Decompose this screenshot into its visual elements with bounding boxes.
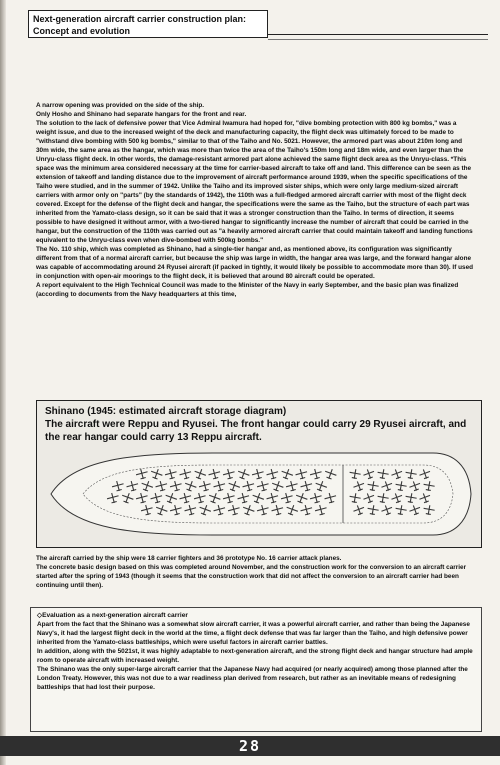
paragraph: The concrete basic design based on this was completed around November, and the construction work for the conversion to an aircraft carrier started after the spring of 1943 (though it seems that the construction work that did not affect the conversion to an aircraft carrier had been continuing until then). [36, 564, 467, 589]
body-text-middle [36, 554, 476, 602]
page-number: 28 [238, 737, 262, 755]
hangar-diagram-figure [36, 400, 482, 548]
paragraph: A report equivalent to the High Technical Council was made to the Minister of the Navy in early September, and the basic plan was finalized (according to documents from the Navy headquarters at this time, [36, 282, 459, 298]
figure-title: Shinano (1945: estimated aircraft storage diagram) [45, 406, 287, 417]
paragraph: The No. 110 ship, which was completed as Shinano, had a single-tier hangar and, as mentioned above, its configuration was significantly different from that of a normal aircraft carrier, but because the ship was large in width, the hangar area was large, and the forward hangar alone was capable of accommodating around 24 Ryusei aircraft (if packed in tightly, it would likely be possible to accommodate more than 30). If used in conjunction with open-air moorings to the flight deck, it is believed that around 80 aircraft could be operated. [36, 246, 474, 280]
evaluation-section [30, 607, 482, 732]
hangar-layout-drawing [43, 445, 475, 543]
paragraph: The solution to the lack of defensive power that Vice Admiral Iwamura had hoped for, "dive bombing protection with 800 kg bombs," was a weight issue, and due to the increased weight of the deck and manufacturing capacity, the flight deck was ultimately forced to be made to "withstand dive bombing with 500 kg bombs," similar to that of the Taiho and No. 5021. However, the armored part was about 210m long and 30m wide, the same area as the hangar, which was more than twice the area of the Taiho's 150m long and 18m wide, and even larger than the Unryu-class flight deck. In other words, the damage-resistant armored part alone achieved the same flight deck area as the Unryu-class. *This space was the minimum area considered necessary at the time for carrier-based aircraft to take off and land. This difference can be seen as the extension of takeoff and landing distance due to the improvement of aircraft performance around 1939, when the specific specifications of the Taiho were studied, and in the summer of 1942. Unlike the Taiho and its improved sister ships, which were only large medium-sized aircraft carriers with armor only on "parts" (by the standards of 1942), the 110th was a full-fledged armored aircraft carrier with most of the flight deck covered. Except for the defense of the flight deck and hangar, the specifications were the same as the Taiho, but the structure of each part was inherited from the Yamato-class design, so it can be said that it was a stronger construction than the Taiho. In terms of direction, it seems possible to have designed it without armor, with a two-tiered hangar to significantly increase the number of aircraft that could be carried in the hangar, but the construction of the 110th was carried out as "a heavily armored aircraft carrier that could maintain takeoff and landing functions equivalent to the Unryu-class even when dive-bombed with 500kg bombs." [36, 120, 473, 244]
figure-caption [45, 405, 475, 444]
header-rule [268, 34, 488, 40]
paragraph: In addition, along with the 5021st, it was highly adaptable to next-generation aircraft, and the strong flight deck and hangar structure had ample room to operate aircraft with increased weight. [37, 648, 473, 664]
paragraph: A narrow opening was provided on the side of the ship. [36, 102, 205, 109]
paragraph: Apart from the fact that the Shinano was a somewhat slow aircraft carrier, it was a powerful aircraft carrier, and rather than being the Japanese Navy's, it had the largest flight deck in the world at the time, a flight deck defense that was far larger than the Taiho, and high defensive power inherited from the Yamato-class battleships, which were useful factors in aircraft carrier battles. [37, 621, 470, 646]
figure-subtitle: The aircraft were Reppu and Ryusei. The front hangar could carry 29 Ryusei aircraft, and the rear hangar could carry 13 Reppu aircraft. [45, 419, 467, 443]
paragraph: Only Hosho and Shinano had separate hangars for the front and rear. [36, 111, 247, 118]
section-title-line-1: Next-generation aircraft carrier construction plan: [33, 14, 247, 24]
evaluation-text [37, 620, 475, 692]
evaluation-heading: ◇Evaluation as a next-generation aircraft carrier [37, 612, 188, 619]
section-title-box [28, 10, 268, 38]
binding-shadow [0, 0, 6, 765]
section-title-line-2: Concept and evolution [33, 26, 131, 36]
paragraph: The Shinano was the only super-large aircraft carrier that the Japanese Navy had acquired (or nearly acquired) among those planned after the London Treaty. However, this was not due to a war readiness plan derived from research, but rather as an inevitable means of redesigning battleships that had lost their purpose. [37, 666, 468, 691]
body-text-upper [36, 101, 476, 389]
paragraph: The aircraft carried by the ship were 18 carrier fighters and 36 prototype No. 16 carrier attack planes. [36, 555, 342, 562]
